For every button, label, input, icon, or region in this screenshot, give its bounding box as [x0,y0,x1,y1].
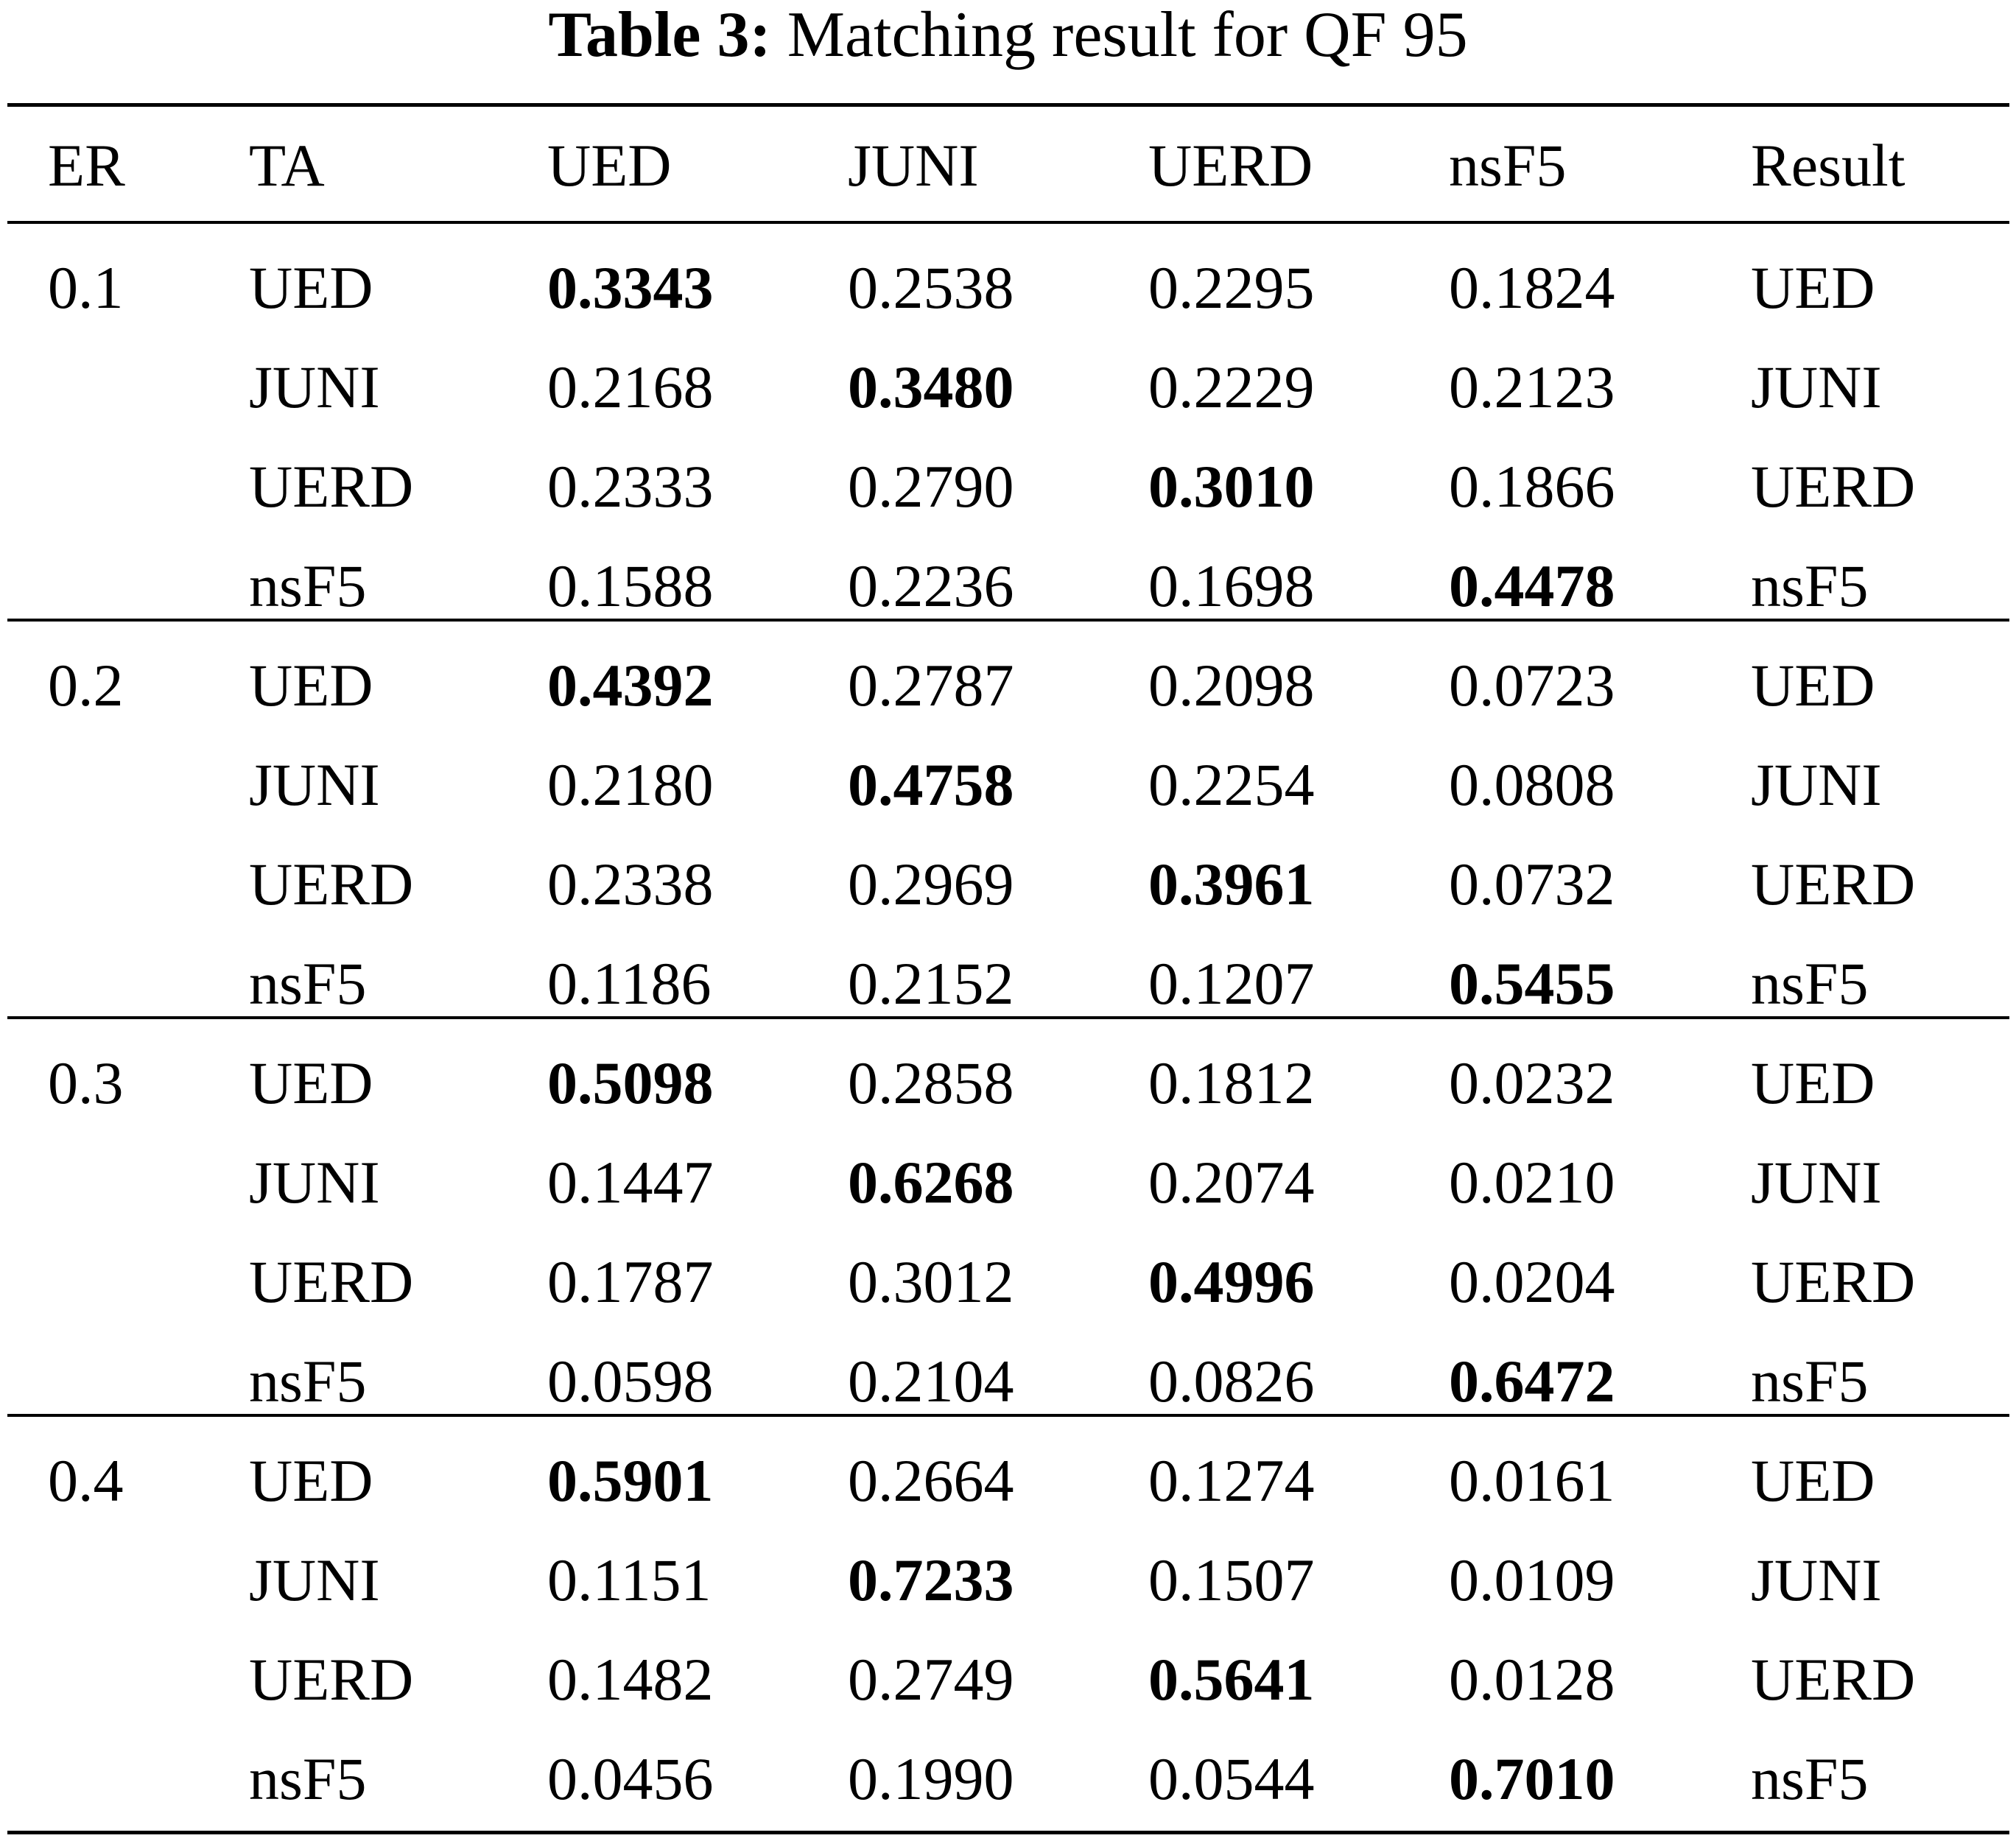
value-cell: 0.2664 [848,1447,1014,1514]
value-cell: 0.2295 [1148,254,1315,321]
column-header: UERD [1148,132,1313,199]
ta-cell: nsF5 [249,552,367,619]
result-cell: nsF5 [1751,950,1869,1017]
result-cell: JUNI [1751,1149,1882,1216]
value-cell: 0.0598 [547,1348,714,1415]
value-cell: 0.0808 [1449,751,1615,818]
result-cell: UERD [1751,453,1916,520]
value-cell: 0.2104 [848,1348,1014,1415]
value-cell: 0.2790 [848,453,1014,520]
value-cell: 0.2254 [1148,751,1315,818]
er-cell: 0.3 [48,1049,124,1116]
ta-cell: UED [249,254,373,321]
value-cell: 0.2338 [547,851,714,918]
result-cell: JUNI [1751,353,1882,420]
value-cell: 0.2152 [848,950,1014,1017]
ta-cell: UERD [249,453,414,520]
ta-cell: nsF5 [249,950,367,1017]
value-cell: 0.2858 [848,1049,1014,1116]
value-cell: 0.2123 [1449,353,1615,420]
value-cell: 0.0732 [1449,851,1615,918]
value-cell-best: 0.3961 [1148,851,1315,918]
value-cell: 0.1787 [547,1248,714,1315]
ta-cell: UERD [249,1248,414,1315]
result-cell: UED [1751,1049,1875,1116]
value-cell-best: 0.4478 [1449,552,1615,619]
value-cell: 0.1990 [848,1745,1014,1812]
table-caption [0,0,2016,88]
result-cell: UED [1751,652,1875,719]
value-cell: 0.2074 [1148,1149,1315,1216]
value-cell: 0.1824 [1449,254,1615,321]
value-cell: 0.0544 [1148,1745,1315,1812]
ta-cell: UED [249,1447,373,1514]
column-header: UED [547,132,672,199]
value-cell: 0.2168 [547,353,714,420]
result-cell: JUNI [1751,1546,1882,1613]
value-cell: 0.1207 [1148,950,1315,1017]
er-cell: 0.1 [48,254,124,321]
value-cell: 0.2098 [1148,652,1315,719]
ta-cell: JUNI [249,1546,380,1613]
value-cell: 0.3012 [848,1248,1014,1315]
column-header: TA [249,132,325,199]
value-cell: 0.0210 [1449,1149,1615,1216]
value-cell: 0.2749 [848,1646,1014,1713]
result-cell: nsF5 [1751,1348,1869,1415]
value-cell-best: 0.6268 [848,1149,1014,1216]
value-cell: 0.1186 [547,950,712,1017]
ta-cell: UED [249,652,373,719]
er-cell: 0.2 [48,652,124,719]
value-cell: 0.1866 [1449,453,1615,520]
bottom-rule [7,1831,2009,1834]
value-cell: 0.2969 [848,851,1014,918]
value-cell: 0.0723 [1449,652,1615,719]
value-cell-best: 0.7233 [848,1546,1014,1613]
value-cell: 0.0109 [1449,1546,1615,1613]
caption-text: Matching result for QF 95 [787,0,1468,71]
value-cell: 0.2180 [547,751,714,818]
value-cell-best: 0.5901 [547,1447,714,1514]
value-cell: 0.1588 [547,552,714,619]
value-cell: 0.0826 [1148,1348,1315,1415]
ta-cell: JUNI [249,353,380,420]
result-cell: UERD [1751,1646,1916,1713]
value-cell: 0.0456 [547,1745,714,1812]
value-cell: 0.1507 [1148,1546,1315,1613]
value-cell: 0.2787 [848,652,1014,719]
result-cell: UED [1751,254,1875,321]
column-header: JUNI [848,132,979,199]
value-cell-best: 0.3480 [848,353,1014,420]
caption-label: Table 3: [548,0,771,71]
value-cell-best: 0.7010 [1449,1745,1615,1812]
value-cell-best: 0.4996 [1148,1248,1315,1315]
value-cell-best: 0.6472 [1449,1348,1615,1415]
value-cell: 0.2236 [848,552,1014,619]
value-cell: 0.0128 [1449,1646,1615,1713]
ta-cell: UERD [249,851,414,918]
value-cell-best: 0.3343 [547,254,714,321]
result-cell: nsF5 [1751,552,1869,619]
value-cell-best: 0.5641 [1148,1646,1315,1713]
ta-cell: UED [249,1049,373,1116]
top-rule [7,103,2009,107]
value-cell: 0.0161 [1449,1447,1615,1514]
value-cell: 0.1812 [1148,1049,1315,1116]
value-cell-best: 0.4392 [547,652,714,719]
value-cell-best: 0.4758 [848,751,1014,818]
value-cell-best: 0.5455 [1449,950,1615,1017]
value-cell: 0.2333 [547,453,714,520]
value-cell: 0.1482 [547,1646,714,1713]
result-cell: JUNI [1751,751,1882,818]
column-header: ER [48,132,125,199]
header-rule [7,221,2009,224]
value-cell: 0.0204 [1449,1248,1615,1315]
value-cell: 0.1151 [547,1546,712,1613]
column-header: Result [1751,132,1906,199]
value-cell: 0.0232 [1449,1049,1615,1116]
ta-cell: JUNI [249,1149,380,1216]
result-cell: nsF5 [1751,1745,1869,1812]
value-cell: 0.1698 [1148,552,1315,619]
ta-cell: JUNI [249,751,380,818]
value-cell-best: 0.3010 [1148,453,1315,520]
ta-cell: nsF5 [249,1348,367,1415]
value-cell: 0.2229 [1148,353,1315,420]
value-cell: 0.2538 [848,254,1014,321]
result-cell: UED [1751,1447,1875,1514]
result-cell: UERD [1751,851,1916,918]
ta-cell: nsF5 [249,1745,367,1812]
column-header: nsF5 [1449,132,1567,199]
ta-cell: UERD [249,1646,414,1713]
value-cell: 0.1274 [1148,1447,1315,1514]
er-cell: 0.4 [48,1447,124,1514]
value-cell-best: 0.5098 [547,1049,714,1116]
result-cell: UERD [1751,1248,1916,1315]
value-cell: 0.1447 [547,1149,714,1216]
